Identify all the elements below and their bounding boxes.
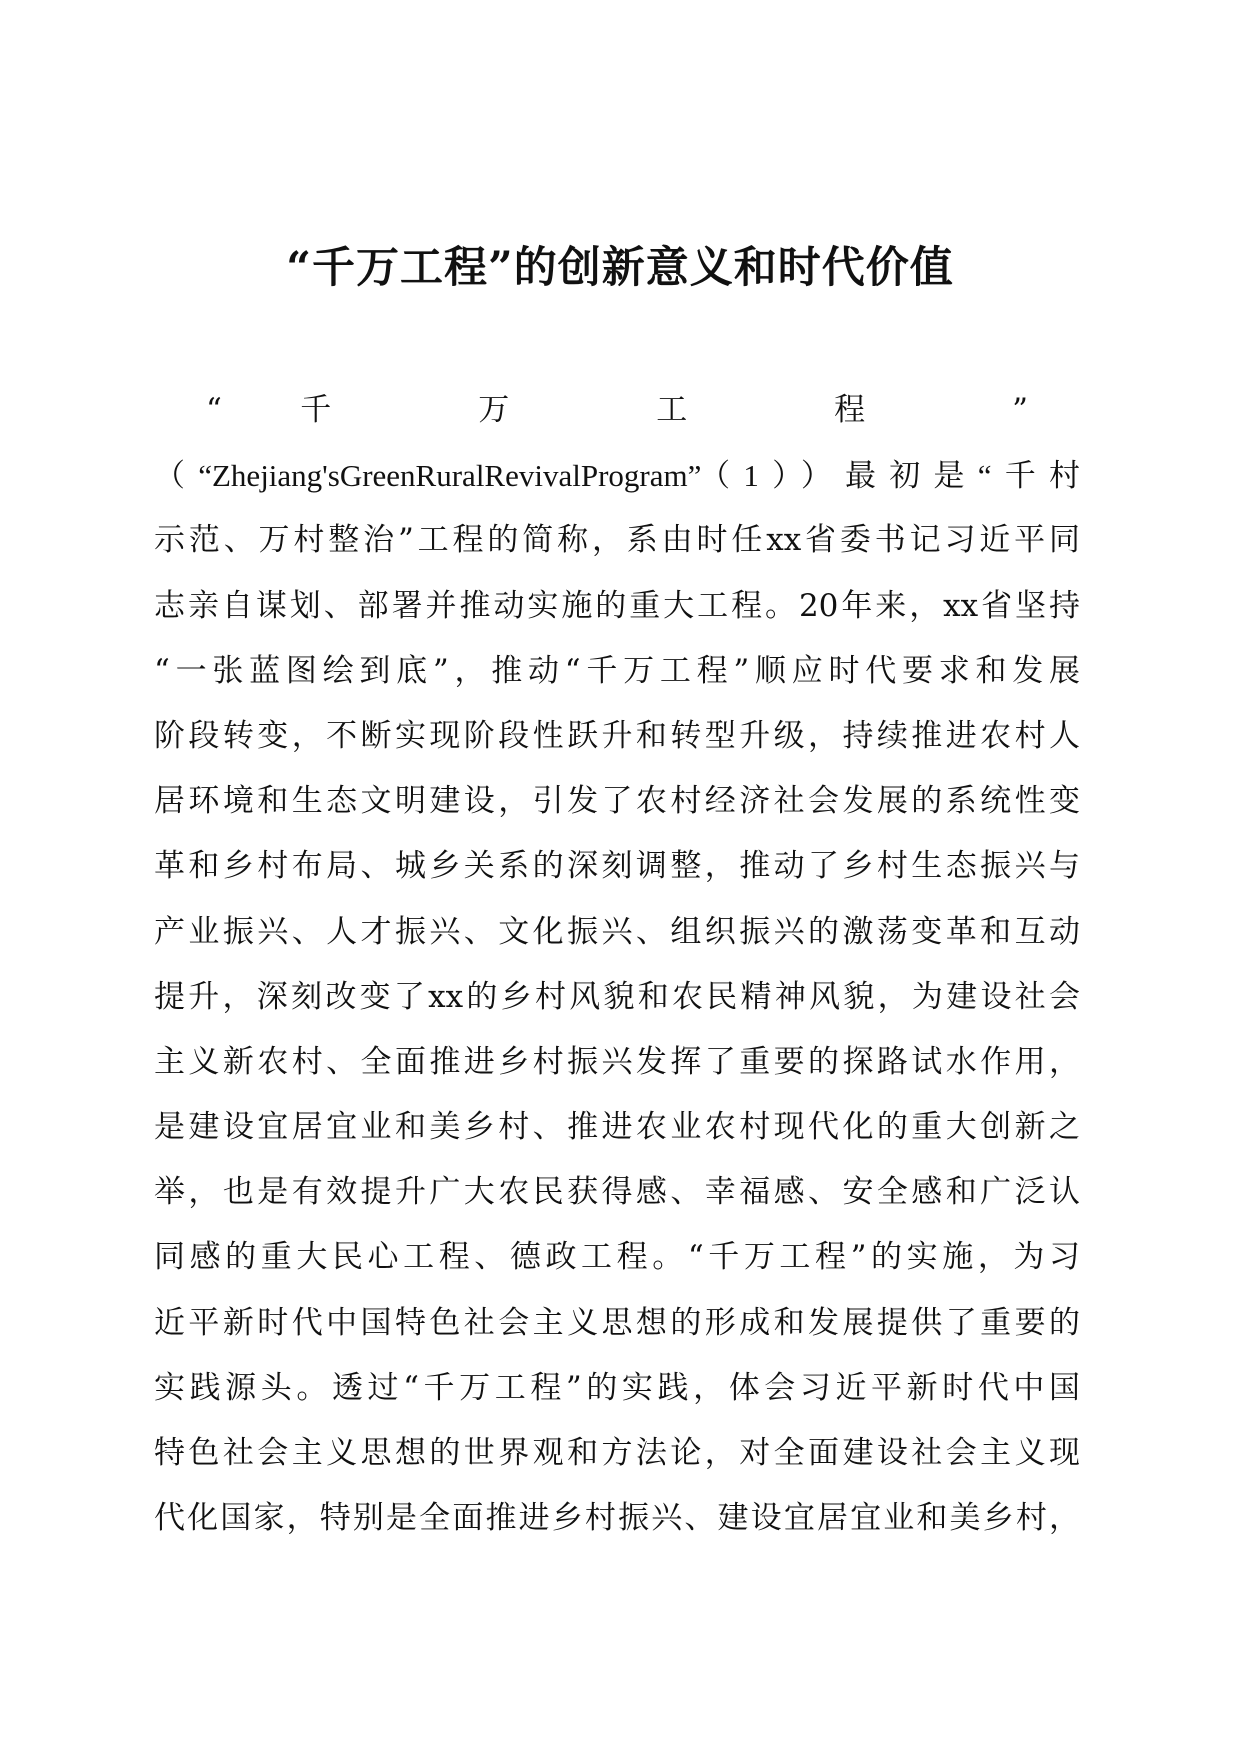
body-line: 革和乡村布局、城乡关系的深刻调整，推动了乡村生态振兴与	[154, 848, 1080, 885]
body-line: 居环境和生态文明建设，引发了农村经济社会发展的系统性变	[154, 783, 1080, 820]
body-line: 提升，深刻改变了xx的乡村风貌和农民精神风貌，为建设社会	[154, 978, 1080, 1015]
body-line: 是建设宜居宜业和美乡村、推进农业农村现代化的重大创新之	[154, 1109, 1080, 1146]
body-line: “ 千 万 工 程 ”	[206, 392, 1028, 428]
document-title: “千万工程”的创新意义和时代价值	[286, 243, 954, 293]
body-line: （“Zhejiang'sGreenRuralRevivalProgram”（1））最初是“千村	[154, 458, 1080, 494]
body-line: 举，也是有效提升广大农民获得感、幸福感、安全感和广泛认	[154, 1174, 1080, 1211]
body-line: 产业振兴、人才振兴、文化振兴、组织振兴的激荡变革和互动	[154, 913, 1080, 950]
body-line: “一张蓝图绘到底”，推动“千万工程”顺应时代要求和发展	[154, 652, 1080, 689]
body-line: 志亲自谋划、部署并推动实施的重大工程。20年来，xx省坚持	[154, 587, 1080, 624]
body-line: 特色社会主义思想的世界观和方法论，对全面建设社会主义现	[154, 1435, 1080, 1471]
body-line: 代化国家，特别是全面推进乡村振兴、建设宜居宜业和美乡村，	[154, 1500, 1080, 1537]
body-line: 同感的重大民心工程、德政工程。“千万工程”的实施，为习	[154, 1239, 1080, 1276]
document-body	[154, 378, 1080, 1551]
body-line: 示范、万村整治”工程的简称，系由时任xx省委书记习近平同	[154, 522, 1080, 559]
body-line: 主义新农村、全面推进乡村振兴发挥了重要的探路试水作用，	[154, 1043, 1080, 1080]
body-line: 近平新时代中国特色社会主义思想的形成和发展提供了重要的	[154, 1304, 1080, 1341]
body-line: 阶段转变，不断实现阶段性跃升和转型升级，持续推进农村人	[154, 717, 1080, 754]
body-line: 实践源头。透过“千万工程”的实践，体会习近平新时代中国	[154, 1369, 1080, 1406]
